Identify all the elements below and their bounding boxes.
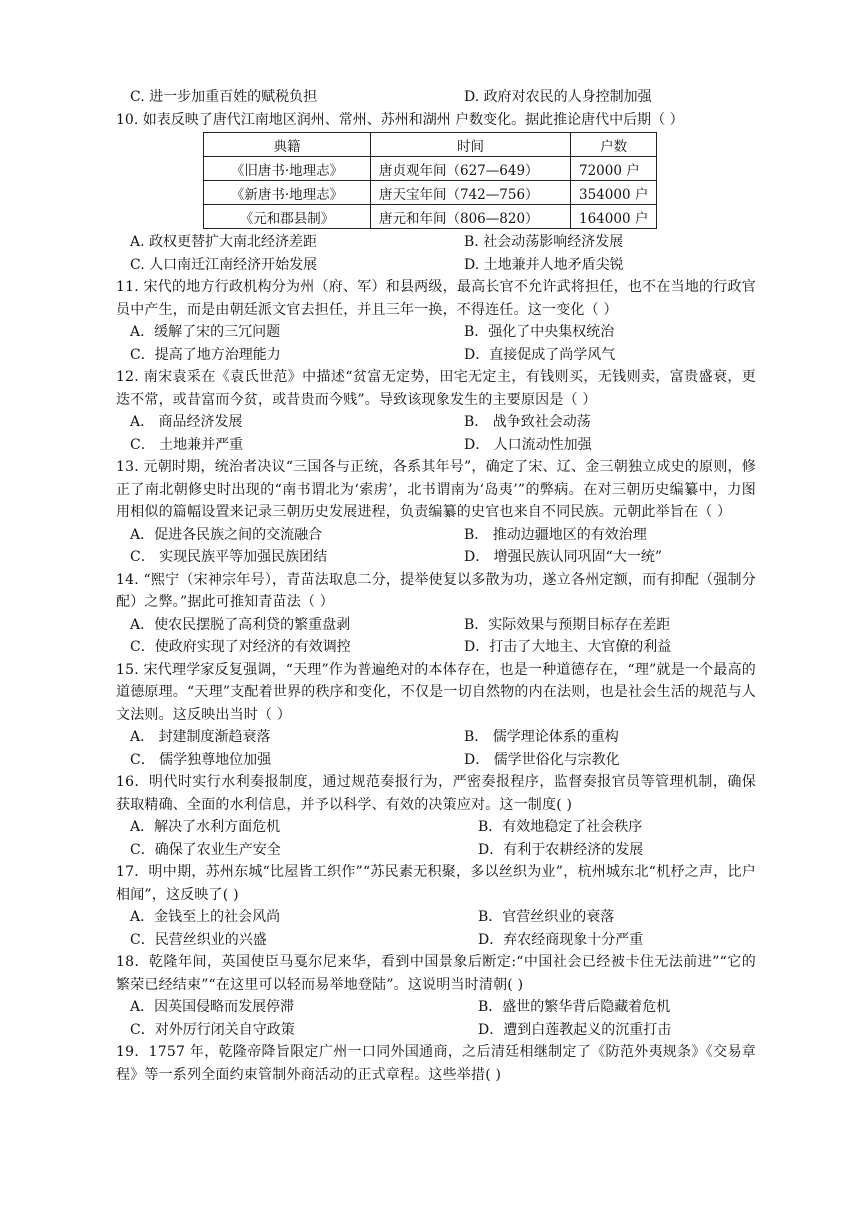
q14-option-d[interactable]: D．打击了大地主、大官僚的利益 [464,639,672,655]
table-cell-source: 《旧唐书·地理志》 [204,157,371,181]
exam-page [116,86,756,1086]
q17-option-d[interactable]: D．弃农经商现象十分严重 [478,931,644,948]
q17-stem: 17．明中期，苏州东城“比屋皆工织作”“苏民素无积聚，多以丝织为业”，杭州城东北“机杼之声，比户相闻”，这反映了( ) [116,864,756,903]
q10-option-d[interactable]: D. 土地兼并人地矛盾尖锐 [464,256,624,273]
q13-stem: 13. 元朝时期，统治者决议“三国各与正统，各系其年号”，确定了宋、辽、金三朝独立成史的原则，修正了南北朝修史时出现的“南书谓北为‘索虏’，北书谓南为‘岛夷’”的弊病。在对三朝历史编纂中，力图用相似的篇幅设置来记录三朝历史发展进程，负责编纂的史官也来自不同民族。元朝此举旨在（ ） [116,459,756,520]
q15-option-c[interactable]: C． 儒学独尊地位加强 [130,751,272,768]
q17-option-c[interactable]: C．民营丝织业的兴盛 [130,931,267,948]
q14-stem: 14. “熙宁（宋神宗年号），青苗法取息二分，提举使复以多散为功，遂立各州定额，而有抑配（强制分配）之弊。”据此可推知青苗法（ ） [116,571,756,610]
q12-option-c[interactable]: C． 土地兼并严重 [130,436,244,453]
table-cell-source: 《新唐书·地理志》 [204,181,371,205]
q18-stem: 18．乾隆年间，英国使臣马戛尔尼来华，看到中国景象后断定:“中国社会已经被卡住无法前进”“它的繁荣已经结束”“在这里可以轻而易举地登陆”。这说明当时清朝( ) [116,954,756,993]
q16-options-ab [116,816,756,839]
table-header-row [204,133,657,157]
q18-options-cd [116,1019,756,1042]
q16-stem: 16．明代时实行水利奏报制度，通过规范奏报行为，严密奏报程序，监督奏报官员等管理机制，确保获取精确、全面的水利信息，并予以科学、有效的决策应对。这一制度( ) [116,774,756,813]
table-cell-households: 72000 户 [571,157,657,181]
q17-option-b[interactable]: B．官营丝织业的衰落 [478,909,615,925]
q10-option-a[interactable]: A. 政权更替扩大南北经济差距 [130,234,318,250]
q17-option-a[interactable]: A．金钱至上的社会风尚 [130,909,281,925]
table-cell-time: 唐天宝年间（742—756） [371,181,571,205]
q13-options-cd [116,546,756,569]
q10-options-ab [116,231,756,254]
q15-stem: 15. 宋代理学家反复强调，“天理”作为普遍绝对的本体存在，也是一种道德存在，“理”就是一个最高的道德原理。“天理”支配着世界的秩序和变化，不仅是一切自然物的内在法则，也是社会生活的规范与人文法则。这反映出当时（ ） [116,661,756,723]
q15-options-ab [116,726,756,749]
q14-option-c[interactable]: C．使政府实现了对经济的有效调控 [130,639,351,655]
q9-options-cd [116,86,756,109]
table-header-time: 时间 [371,133,571,157]
table-header-households: 户数 [571,133,657,157]
table-header-source: 典籍 [204,133,371,157]
q11-option-a[interactable]: A．缓解了宋的三冗问题 [130,324,281,340]
table-cell-time: 唐元和年间（806—820） [371,205,571,229]
q10-option-b[interactable]: B. 社会动荡影响经济发展 [464,234,624,250]
q12-options-ab [116,411,756,434]
q12-option-d[interactable]: D． 人口流动性加强 [464,436,592,453]
table-cell-households: 164000 户 [571,205,657,229]
q10-stem: 10. 如表反映了唐代江南地区润州、常州、苏州和湖州 户数变化。据此推论唐代中后期（ ） [116,111,684,128]
q19-stem: 19．1757 年，乾隆帝降旨限定广州一口同外国通商，之后清廷相继制定了《防范外夷规条》《交易章程》等一系列全面约束管制外商活动的正式章程。这些举措( ) [116,1044,756,1083]
q11-options-ab [116,321,756,344]
q16-option-b[interactable]: B．有效地稳定了社会秩序 [478,819,643,835]
q15-option-b[interactable]: B． 儒学理论体系的重构 [464,729,619,745]
table-cell-source: 《元和郡县制》 [204,205,371,229]
q12-stem: 12. 南宋袁采在《袁氏世范》中描述“贫富无定势，田宅无定主，有钱则买，无钱则卖，富贵盛衰，更迭不常，或昔富而今贫，或昔贵而今贱”。导致该现象发生的主要原因是（ ） [116,369,756,408]
q14-options-cd [116,636,756,659]
q9-option-c[interactable]: C. 进一步加重百姓的赋税负担 [130,89,318,105]
q17-options-cd [116,929,756,952]
q13-option-b[interactable]: B． 推动边疆地区的有效治理 [464,526,647,543]
table-cell-time: 唐贞观年间（627—649） [371,157,571,181]
table-row [204,181,657,205]
q16-option-a[interactable]: A．解决了水利方面危机 [130,819,281,835]
q15-option-d[interactable]: D． 儒学世俗化与宗教化 [464,751,620,768]
q13-options-ab [116,524,756,547]
q10-household-table [203,132,657,229]
table-row [204,157,657,181]
q18-options-ab [116,996,756,1019]
q11-options-cd [116,344,756,367]
q10-options-cd [116,254,756,277]
q11-option-c[interactable]: C．提高了地方治理能力 [130,346,281,363]
q16-option-d[interactable]: D．有利于农耕经济的发展 [478,841,644,858]
q12-option-b[interactable]: B． 战争致社会动荡 [464,414,591,430]
q16-options-cd [116,839,756,862]
q11-option-d[interactable]: D．直接促成了尚学风气 [464,346,616,363]
q9-option-d[interactable]: D. 政府对农民的人身控制加强 [464,89,652,105]
q11-option-b[interactable]: B．强化了中央集权统治 [464,324,615,340]
q15-option-a[interactable]: A． 封建制度渐趋衰落 [130,729,271,745]
q17-options-ab [116,906,756,929]
q12-options-cd [116,434,756,457]
q16-option-c[interactable]: C．确保了农业生产安全 [130,841,281,858]
q18-option-d[interactable]: D．遭到白莲教起义的沉重打击 [478,1021,672,1038]
q14-options-ab [116,614,756,637]
q13-option-d[interactable]: D． 增强民族认同巩固“大一统” [464,549,662,565]
q14-option-a[interactable]: A．使农民摆脱了高利贷的繁重盘剥 [130,616,351,633]
q13-option-a[interactable]: A．促进各民族之间的交流融合 [130,526,323,543]
table-cell-households: 354000 户 [571,181,657,205]
q18-option-b[interactable]: B．盛世的繁华背后隐藏着危机 [478,999,671,1015]
q18-option-c[interactable]: C．对外厉行闭关自守政策 [130,1021,295,1038]
q10-option-c[interactable]: C. 人口南迁江南经济开始发展 [130,256,318,273]
table-row [204,205,657,229]
q11-stem: 11. 宋代的地方行政机构分为州（府、军）和县两级，最高长官不允许武将担任，也不在当地的行政官员中产生，而是由朝廷派文官去担任，并且三年一换，不得连任。这一变化（ ） [116,279,756,318]
q12-option-a[interactable]: A． 商品经济发展 [130,414,243,430]
q18-option-a[interactable]: A．因英国侵略而发展停滞 [130,999,295,1015]
q13-option-c[interactable]: C． 实现民族平等加强民族团结 [130,549,328,565]
q14-option-b[interactable]: B．实际效果与预期目标存在差距 [464,616,671,633]
q15-options-cd [116,749,756,772]
